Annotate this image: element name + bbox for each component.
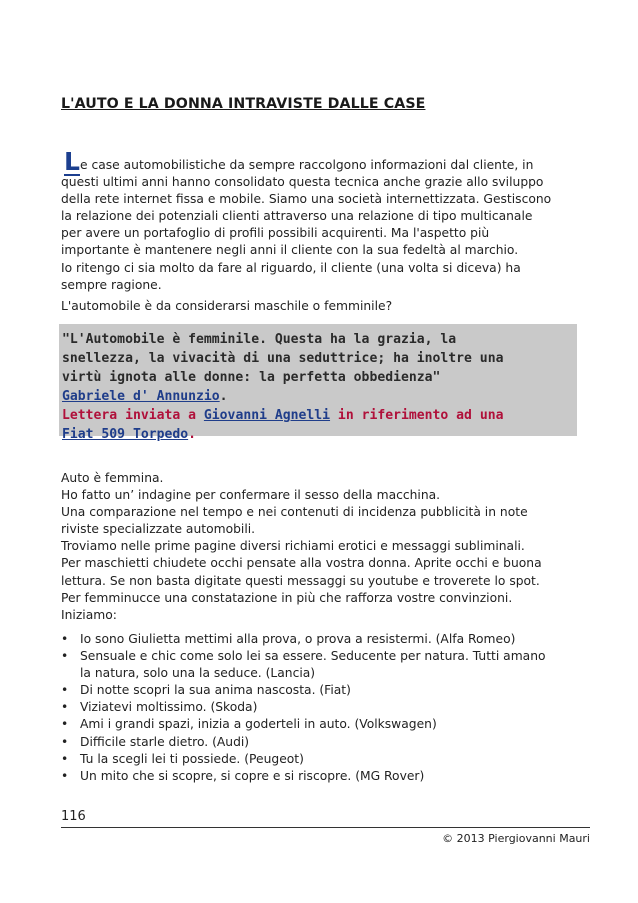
list-item: [61, 716, 591, 733]
intro-paragraph: [61, 147, 581, 294]
list-item: [61, 648, 591, 682]
body-line: lettura. Se non basta digitate questi messaggi su youtube e troverete lo spot.: [61, 573, 540, 588]
bullet-icon: •: [61, 768, 69, 783]
question-text: L'automobile è da considerarsi maschile o femminile?: [61, 299, 393, 313]
list-item: [61, 768, 591, 785]
intro-line: della rete internet fissa e mobile. Siamo una società internettizzata. Gestiscono: [61, 192, 552, 207]
body-paragraph: [61, 470, 581, 624]
intro-line: sempre ragione.: [61, 277, 162, 292]
list-item: [61, 751, 591, 768]
slogan-list: [61, 631, 591, 785]
dropcap-letter: L: [64, 147, 80, 176]
quote-attribution: [62, 387, 573, 406]
letter-line-2: [62, 425, 573, 444]
recipient-link[interactable]: Giovanni Agnelli: [203, 408, 331, 423]
bullet-icon: •: [61, 751, 69, 766]
body-line: riviste specializzate automobili.: [61, 522, 256, 537]
list-item: [61, 682, 591, 699]
quote-line: snellezza, la vivacità di una seduttrice; ha inoltre una: [62, 351, 504, 366]
body-line: Una comparazione nel tempo e nei contenuti di incidenza pubblicità in note: [61, 505, 528, 520]
author-period: .: [219, 389, 228, 404]
slogan-text: Viziatevi moltissimo. (Skoda): [80, 700, 258, 715]
author-link[interactable]: Gabriele d' Annunzio: [62, 389, 220, 404]
slogan-text: Ami i grandi spazi, inizia a goderteli in auto. (Volkswagen): [80, 717, 437, 732]
slogan-text: Difficile starle dietro. (Audi): [80, 734, 250, 749]
slogan-text: Un mito che si scopre, si copre e si riscopre. (MG Rover): [80, 768, 425, 783]
list-item: [61, 631, 591, 648]
intro-line: la relazione dei potenziali clienti attraverso una relazione di tipo multicanale: [61, 209, 533, 224]
letter-line: [62, 406, 573, 425]
quote-line: "L'Automobile è femminile. Questa ha la grazia, la: [62, 332, 457, 347]
quote-line: virtù ignota alle donne: la perfetta obbedienza": [62, 370, 441, 385]
list-item: [61, 734, 591, 751]
page-number: 116: [61, 809, 86, 824]
intro-line: questi ultimi anni hanno consolidato questa tecnica anche grazie allo sviluppo: [61, 175, 544, 190]
intro-line: per avere un portafoglio di profili possibili acquirenti. Ma l'aspetto più: [61, 226, 490, 241]
slogan-text: Io sono Giulietta mettimi alla prova, o prova a resistermi. (Alfa Romeo): [80, 632, 516, 646]
bullet-icon: •: [61, 700, 69, 715]
body-line: Per femminucce una constatazione in più che rafforza vostre convinzioni.: [61, 590, 513, 605]
body-line: Per maschietti chiudete occhi pensate alla vostra donna. Aprite occhi e buona: [61, 556, 542, 571]
list-item: [61, 699, 591, 716]
body-line: Ho fatto un’ indagine per confermare il sesso della macchina.: [61, 488, 441, 503]
bullet-icon: •: [61, 683, 69, 698]
intro-line: Io ritengo ci sia molto da fare al riguardo, il cliente (una volta si diceva) ha: [61, 260, 521, 275]
footer-divider: [61, 827, 590, 828]
slogan-continuation: la natura, solo una la seduce. (Lancia): [80, 666, 316, 681]
slogan-text: Tu la scegli lei ti possiede. (Peugeot): [80, 751, 304, 766]
car-link[interactable]: Fiat 509 Torpedo: [62, 427, 189, 442]
slogan-text: Sensuale e chic come solo lei sa essere. Seducente per natura. Tutti amano: [80, 649, 546, 664]
quote-box: [59, 324, 577, 442]
page-title: L'AUTO E LA DONNA INTRAVISTE DALLE CASE: [61, 96, 426, 112]
intro-first-line: [61, 147, 581, 176]
intro-line: e case automobilistiche da sempre raccolgono informazioni dal cliente, in: [80, 158, 534, 172]
body-line: Troviamo nelle prime pagine diversi richiami erotici e messaggi subliminali.: [61, 539, 525, 554]
letter-prefix: Lettera inviata a: [62, 408, 204, 423]
letter-middle: in riferimento ad una: [330, 408, 504, 423]
bullet-icon: •: [61, 632, 69, 646]
copyright-notice: © 2013 Piergiovanni Mauri: [442, 832, 590, 845]
body-line: Auto è femmina.: [61, 471, 164, 485]
bullet-icon: •: [61, 734, 69, 749]
letter-end: .: [188, 427, 197, 442]
intro-line: importante è mantenere negli anni il cliente con la sua fedeltà al marchio.: [61, 243, 519, 258]
bullet-icon: •: [61, 717, 69, 732]
slogan-text: Di notte scopri la sua anima nascosta. (Fiat): [80, 683, 351, 698]
bullet-icon: •: [61, 649, 69, 664]
body-line: Iniziamo:: [61, 607, 117, 622]
